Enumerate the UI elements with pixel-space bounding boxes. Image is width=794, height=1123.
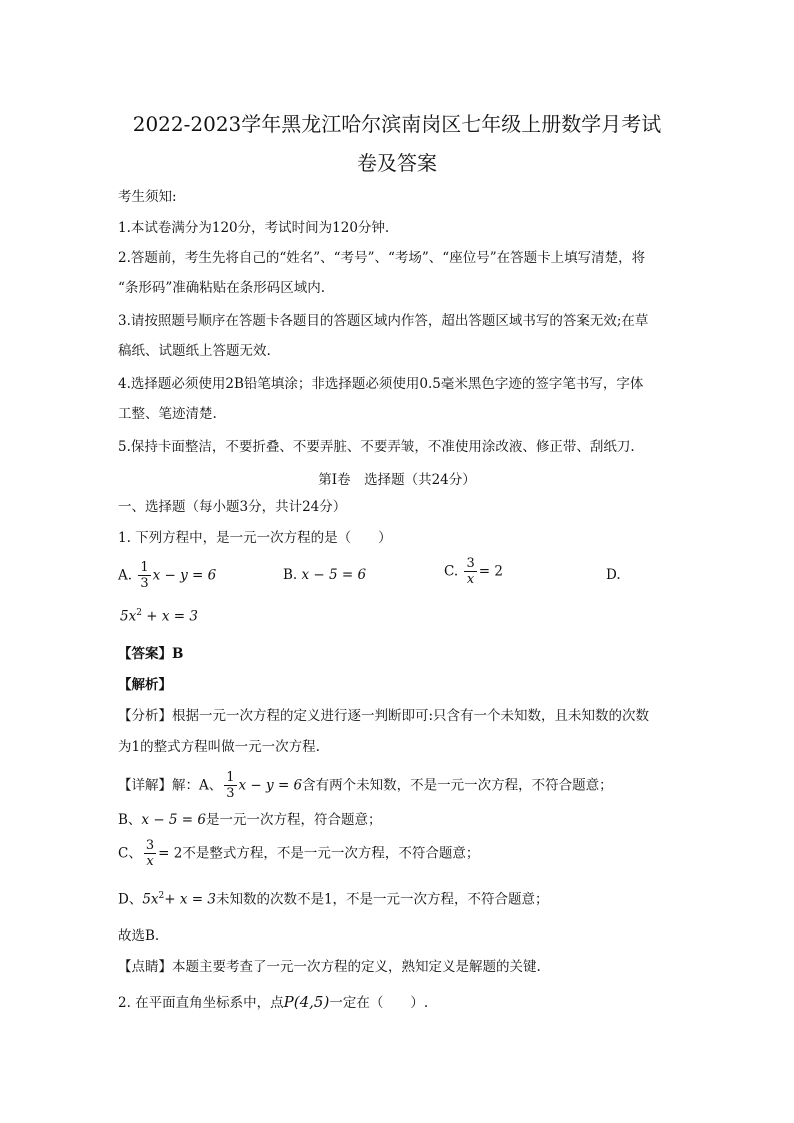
detail-prefix: 【详解】解：A、: [118, 777, 223, 794]
document-title-line2: 卷及答案: [357, 151, 437, 175]
document-title-line1: 2022-2023学年黑龙江哈尔滨南岗区七年级上册数学月考试: [132, 112, 662, 136]
detail-prefix: C、: [118, 845, 142, 862]
option-d-term: + x = 3: [146, 608, 198, 625]
analysis-heading: 【解析】: [118, 677, 172, 693]
detail-c-text: 不是整式方程，不是一元一次方程，不符合题意；: [182, 845, 480, 862]
detail-b-text: 是一元一次方程，符合题意；: [206, 812, 382, 828]
detail-c-expression: = 2: [158, 845, 183, 862]
detail-d-term: 5x: [142, 891, 159, 908]
detail-c-line: [118, 838, 479, 869]
fraction-denominator: 3: [226, 786, 235, 801]
notice-item: 稿纸、试题纸上答题无效.: [118, 343, 271, 359]
fraction-numerator: 3: [145, 838, 155, 853]
detail-b-expression: x − 5 = 6: [141, 812, 207, 828]
question-2-stem: [118, 992, 428, 1013]
option-c: [444, 556, 503, 587]
detail-prefix: D、: [118, 891, 143, 908]
notice-heading: 考生须知:: [118, 189, 177, 205]
exponent: 2: [136, 608, 142, 618]
section-title: 第Ⅰ卷 选择题（共24分）: [318, 472, 476, 488]
notice-item: 4.选择题必须使用2B铅笔填涂；非选择题必须使用0.5毫米黑色字迹的签字笔书写，字体: [118, 376, 644, 392]
fraction-three-over-x: [464, 556, 476, 587]
option-a-expression: x − y = 6: [152, 567, 217, 584]
fraction-numerator: 3: [466, 556, 475, 571]
conclusion-line: 故选B.: [118, 928, 160, 944]
comment-line: 【点睛】本题主要考查了一元一次方程的定义，熟知定义是解题的关键.: [118, 959, 541, 975]
detail-a-expression: x − y = 6: [238, 777, 303, 794]
notice-item: 3.请按照题号顺序在答题卡各题目的答题区域内作答，超出答题区域书写的答案无效;在草: [118, 313, 649, 329]
detail-d-text: 未知数的次数不是1，不是一元一次方程，不符合题意；: [215, 891, 549, 908]
detail-a-line: [118, 770, 613, 801]
detail-prefix: B、: [118, 812, 142, 828]
option-d-term: 5x: [120, 608, 137, 625]
question-2-prefix: 2. 在平面直角坐标系中，点: [118, 995, 284, 1011]
notice-item: “条形码”准确粘贴在条形码区域内.: [118, 280, 326, 296]
detail-d-line: [118, 886, 549, 910]
fraction-numerator: 1: [140, 560, 149, 575]
question-2-suffix: 一定在（ ）.: [329, 995, 429, 1011]
answer-line: 【答案】B: [118, 646, 184, 662]
notice-item: 5.保持卡面整洁，不要折叠、不要弄脏、不要弄皱，不准使用涂改液、修正带、刮纸刀.: [118, 439, 635, 455]
analysis-line: 为1的整式方程叫做一元一次方程.: [118, 739, 320, 755]
exponent: 2: [158, 891, 165, 901]
fraction-denominator: x: [466, 572, 475, 587]
question-1-stem: 1. 下列方程中，是一元一次方程的是（ ）: [118, 530, 392, 546]
fraction-one-third: [138, 560, 150, 591]
option-b-expression: x − 5 = 6: [301, 567, 367, 583]
fraction-one-third: [224, 770, 236, 801]
option-a-label: A.: [118, 567, 133, 584]
fraction-denominator: 3: [140, 576, 149, 591]
option-a: [118, 560, 216, 591]
option-c-label: C.: [444, 563, 459, 580]
notice-item: 2.答题前，考生先将自己的“姓名”、“考号”、“考场”、“座位号”在答题卡上填写清楚，将: [118, 250, 646, 266]
fraction-three-over-x: [144, 838, 156, 869]
option-d-label: D.: [606, 567, 621, 583]
part-title: 一、选择题（每小题3分，共计24分）: [118, 499, 347, 515]
option-d-expression: [120, 608, 198, 625]
option-b: [283, 567, 366, 583]
analysis-line: 【分析】根据一元一次方程的定义进行逐一判断即可:只含有一个未知数，且未知数的次数: [118, 708, 650, 724]
option-c-expression: = 2: [478, 563, 503, 580]
detail-d-term: + x = 3: [164, 891, 216, 908]
notice-item: 工整、笔迹清楚.: [118, 406, 217, 422]
point-coordinate: P(4,5): [283, 993, 330, 1011]
fraction-denominator: x: [146, 854, 154, 869]
detail-b-line: [118, 810, 382, 830]
fraction-numerator: 1: [226, 770, 235, 785]
detail-a-text: 含有两个未知数，不是一元一次方程，不符合题意；: [302, 777, 613, 794]
notice-item: 1.本试卷满分为120分，考试时间为120分钟.: [118, 220, 390, 236]
option-b-label: B.: [283, 567, 298, 583]
